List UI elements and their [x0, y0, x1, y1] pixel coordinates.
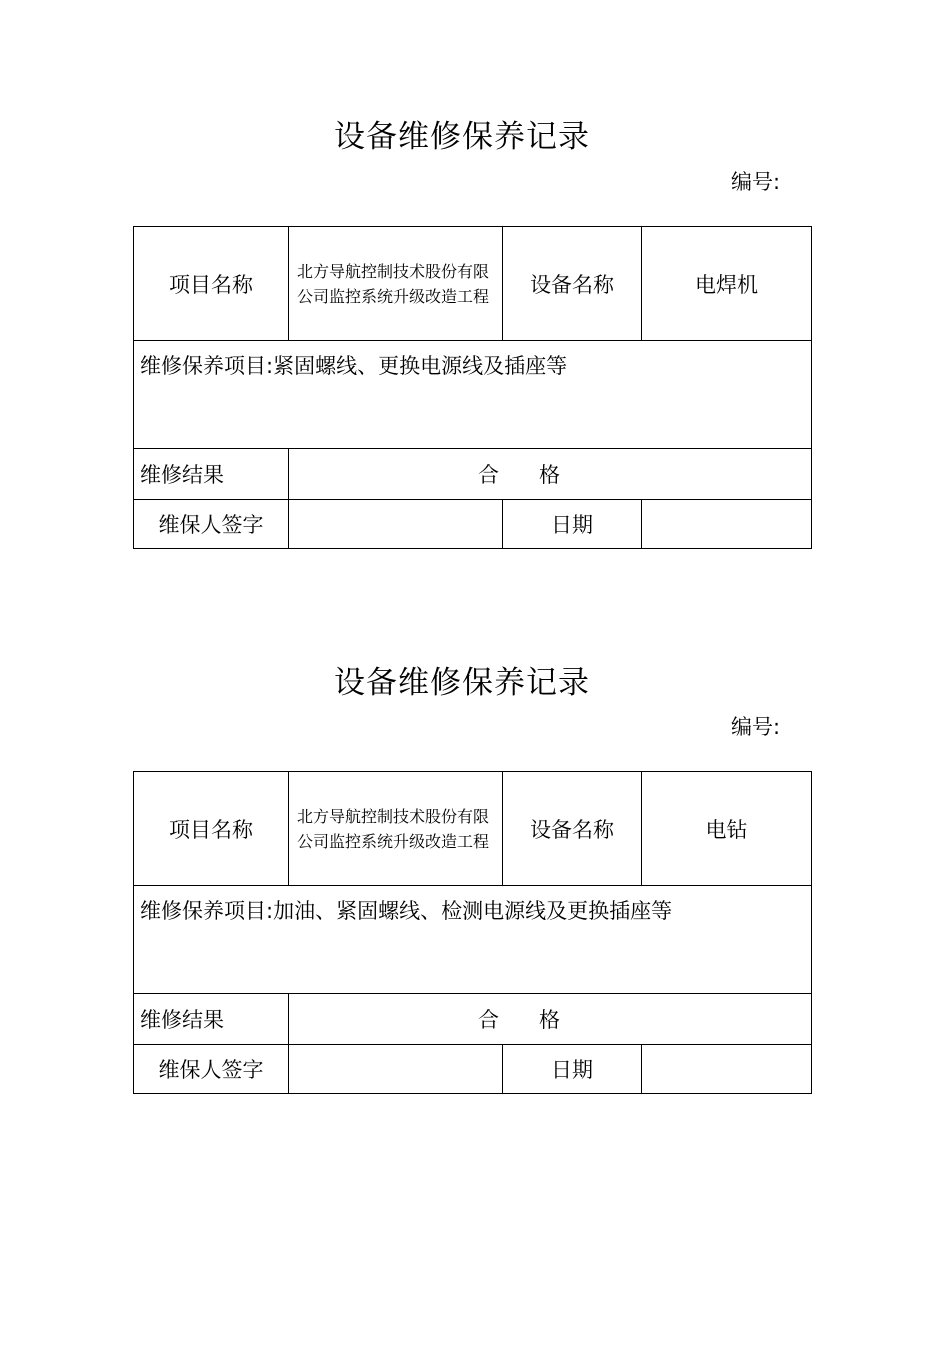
equipment-name-value: 电焊机 — [642, 227, 812, 341]
result-label: 维修结果 — [134, 994, 289, 1045]
date-field[interactable] — [642, 1045, 812, 1094]
signer-field[interactable] — [289, 1045, 503, 1094]
maintenance-items-value: 紧固螺线、更换电源线及插座等 — [273, 354, 568, 378]
result-char-1: 合 — [478, 463, 499, 487]
result-value — [289, 994, 812, 1045]
project-name-value: 北方导航控制技术股份有限公司监控系统升级改造工程 — [289, 772, 503, 886]
project-name-value: 北方导航控制技术股份有限公司监控系统升级改造工程 — [289, 227, 503, 341]
project-name-label: 项目名称 — [134, 227, 289, 341]
result-char-1: 合 — [478, 1008, 499, 1032]
result-char-2: 格 — [539, 1008, 560, 1032]
serial-number-label: 编号: — [731, 170, 781, 194]
equipment-name-value: 电钻 — [642, 772, 812, 886]
record-table — [133, 226, 812, 549]
maintenance-items-label: 维修保养项目: — [140, 899, 274, 923]
equipment-name-label: 设备名称 — [503, 772, 642, 886]
result-label: 维修结果 — [134, 449, 289, 500]
signer-label: 维保人签字 — [134, 500, 289, 549]
serial-number-label: 编号: — [731, 715, 781, 739]
date-label: 日期 — [503, 500, 642, 549]
signer-label: 维保人签字 — [134, 1045, 289, 1094]
equipment-name-label: 设备名称 — [503, 227, 642, 341]
maintenance-items-value: 加油、紧固螺线、检测电源线及更换插座等 — [273, 899, 673, 923]
maintenance-items-label: 维修保养项目: — [140, 354, 274, 378]
record-title: 设备维修保养记录 — [334, 665, 590, 701]
date-field[interactable] — [642, 500, 812, 549]
date-label: 日期 — [503, 1045, 642, 1094]
result-value — [289, 449, 812, 500]
signer-field[interactable] — [289, 500, 503, 549]
maintenance-items-cell — [134, 341, 812, 449]
record-title: 设备维修保养记录 — [334, 119, 590, 155]
record-table — [133, 771, 812, 1094]
result-char-2: 格 — [539, 463, 560, 487]
project-name-label: 项目名称 — [134, 772, 289, 886]
maintenance-items-cell — [134, 886, 812, 994]
